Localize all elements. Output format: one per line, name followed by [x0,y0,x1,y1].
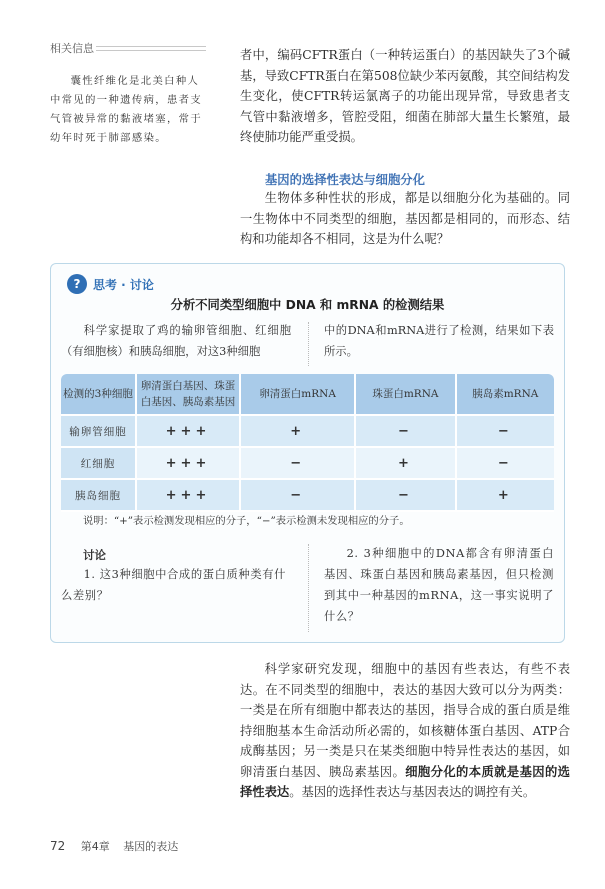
column-divider [308,322,309,366]
table-row [61,480,554,512]
cell-value: + [356,448,456,480]
sidebar-rule [96,46,206,51]
question-2: 2. 3种细胞中的DNA都含有卵清蛋白基因、珠蛋白基因和胰岛素基因，但只检测到其中一种基因的mRNA，这一事实说明了什么？ [324,547,555,623]
sidebar-label: 相关信息 [50,42,94,55]
sidebar-text: 囊性纤维化是北美白种人中常见的一种遗传病，患者支气管被异常的黏液堵塞，常于幼年时死于肺部感染。 [50,75,203,144]
paragraph-text: 科学家研究发现，细胞中的基因有些表达，有些不表达。在不同类型的细胞中，表达的基因大致可以分为两类：一类是在所有细胞中都表达的基因，指导合成的蛋白质是维持细胞基本生命活动所必需的，如核糖体蛋白基因、ATP合成酶基因；另一类是只在某类细胞中特异性表达的基因，如卵清蛋白基因、胰岛素基因。 [240,662,570,779]
question-1: 1. 这3种细胞中合成的蛋白质种类有什么差别？ [61,568,287,602]
paragraph-selective-expression [240,659,570,803]
table-row [61,416,554,448]
header-cell: 珠蛋白mRNA [356,374,456,416]
paragraph-cftr: 者中，编码CFTR蛋白（一种转运蛋白）的基因缺失了3个碱基，导致CFTR蛋白在第508位缺少苯丙氨酸，其空间结构发生变化，使CFTR转运氯离子的功能出现异常，导致患者支气管中黏液增多，管腔受阻，细菌在肺部大量生长繁殖，最终使肺功能严重受损。 [240,48,570,144]
table-row [61,448,554,480]
chapter-title: 基因的表达 [123,840,179,853]
think-discuss-box [50,263,565,643]
detection-table [61,374,554,512]
cell-type: 红细胞 [61,448,137,480]
cell-value: − [457,448,554,480]
header-cell: 检测的3种细胞 [61,374,137,416]
cell-value: + [457,480,554,512]
section-title: 基因的选择性表达与细胞分化 [265,173,425,187]
table-note: 说明：“+”表示检测发现相应的分子，“−”表示检测未发现相应的分子。 [83,515,410,527]
chapter-number: 第4章 [80,840,110,853]
cell-type: 输卵管细胞 [61,416,137,448]
cell-type: 胰岛细胞 [61,480,137,512]
key-statement: 细胞分化的本质就是基因的选择性表达 [240,764,570,799]
cell-value: − [241,480,356,512]
column-divider [308,544,309,632]
think-discuss-label: 思考 · 讨论 [93,278,154,292]
box-title: 分析不同类型细胞中 DNA 和 mRNA 的检测结果 [170,298,445,312]
cell-value: − [356,480,456,512]
cell-value: − [356,416,456,448]
paragraph-differentiation: 生物体多种性状的形成，都是以细胞分化为基础的。同一生物体中不同类型的细胞，基因都是相同的，而形态、结构和功能却各不相同，这是为什么呢？ [240,191,570,246]
discussion-title: 讨论 [83,548,106,562]
cell-value: + [241,416,356,448]
intro-left: 科学家提取了鸡的输卵管细胞、红细胞（有细胞核）和胰岛细胞，对这3种细胞 [61,324,291,358]
lightbulb-head-icon: ? [67,274,87,294]
page-footer [50,838,178,854]
cell-value: − [457,416,554,448]
header-cell: 卵清蛋白mRNA [241,374,356,416]
cell-value: +++ [137,448,241,480]
header-cell: 胰岛素mRNA [457,374,554,416]
header-cell: 卵清蛋白基因、珠蛋白基因、胰岛素基因 [137,374,241,416]
cell-value: +++ [137,416,241,448]
paragraph-text: 。基因的选择性表达与基因表达的调控有关。 [289,785,536,799]
cell-value: − [241,448,356,480]
intro-right: 中的DNA和mRNA进行了检测，结果如下表所示。 [324,324,554,358]
cell-value: +++ [137,480,241,512]
page-number: 72 [50,839,66,853]
